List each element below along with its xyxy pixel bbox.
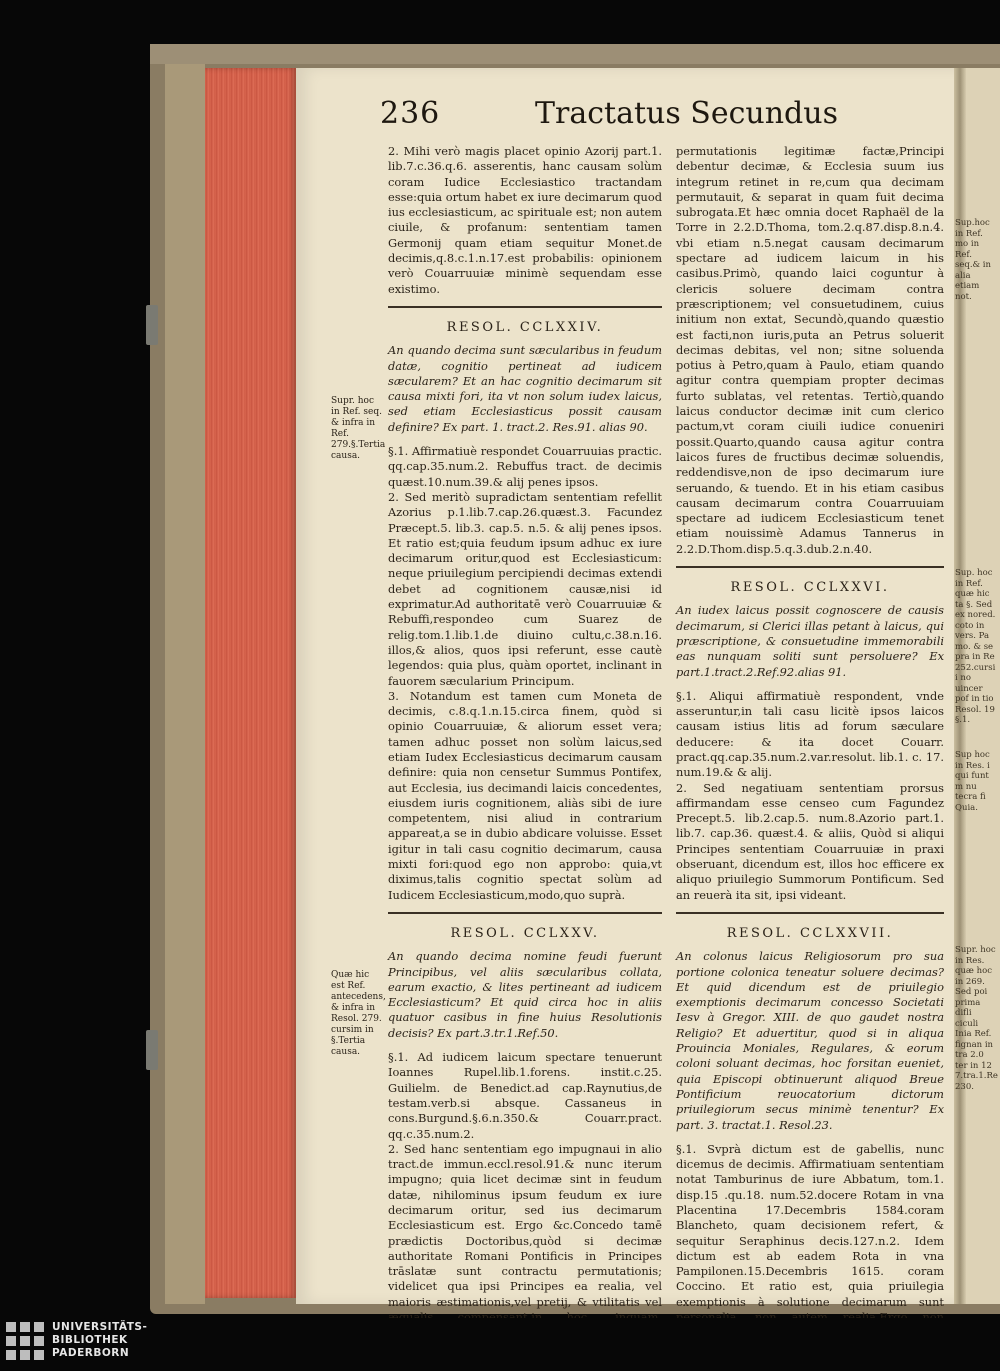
right-intro-paragraph: permutationis legitimæ factæ,Principi debentur decimæ, & Ecclesia suum ius integrum retinet in re,cum qua decimam permutauit, & separat in quam fuit decima subrogata.Et hæc omnia docet Raphaël de la Torre in 2.2.D.Thoma, tom.2.q.87.disp.8.n.4. vbi etiam n.5.negat causam decimarum spectare ad iudicem laicum in his casibus.Primò, quando laici coguntur à clericis soluere decimam contra præscriptionem; vel consuetudinem, cuius initium non extat, Secundò,quando quæstio est facti,non iuris,puta an Petrus soluerit decimas debitas, vel non; sitne soluenda potius à Petro,quam à Paulo, etiam quando agitur contra quempiam propter decimas furto sublatas, vel retentas. Tertiò,quando laicus conductor decimæ init cum clerico pactum,vt coram ciuili iudice conueniri possit.Quarto,quando causa agitur contra laicos fures de fructibus decimæ soluendis, reddendisve,non de ipso decimarum iure seruando, & tuendo. Et in his etiam casibus causam decimarum contra Couarruuiam spectare ad iudicem Ecclesiasticum tenet etiam nouissimè Adamus Tannerus in 2.2.D.Thom.disp.5.q.3.dub.2.n.40. (676, 144, 944, 556)
resol-277-title: RESOL. CCLXXVII. (726, 925, 894, 941)
margin-note: Quæ hic est Ref. antecedens, & infra in Resol. 279. cursim in §.Tertia causa. (331, 970, 386, 1057)
resol-276-title: RESOL. CCLXXVI. (730, 580, 890, 596)
logo-square (6, 1322, 16, 1332)
section-rule (676, 566, 944, 568)
margin-note: Sup.hoc in Ref. mo in Ref. seq.& in alia etiam not. (955, 218, 991, 302)
logo-square (34, 1336, 44, 1346)
resol-275-title: RESOL. CCLXXV. (450, 925, 600, 941)
logo-square (20, 1322, 30, 1332)
logo-square (6, 1350, 16, 1360)
resol-274-para-1: §.1. Affirmatiuè respondet Couarruuias practic. qq.cap.35.num.2. Rebuffus tract. de decimis quæst.10.num.39.& alij penes ipsos. (388, 444, 662, 489)
logo-square (20, 1350, 30, 1360)
resol-277-para-1: §.1. Svprà dictum est de gabellis, nunc dicemus de decimis. Affirmatiuam sententiam notat Tamburinus de iure Abbatum, tom.1. disp.15 .qu.18. num.52.docere Rotam in vna Placentina 17.Decembris 1584.coram Blancheto, quam decisionem refert, & sequitur Seraphinus decis.127.n.2. Idem dictum est ab eadem Rota in vna Pampilonen.15.Decembris 1615. coram Coccino. Et ratio est, quia priuilegia exemptionis à solutione decimarum sunt (676, 1141, 944, 1309)
logo-square (6, 1336, 16, 1346)
margin-note: Sup. hoc in Ref. quæ hic ta §. Sed ex nored. coto in vers. Pa mo. & se pra in Re 252.cursi i no uincer pof in tio Resol. 19 §.1. (955, 568, 996, 725)
logo-square (34, 1322, 44, 1332)
clasp-bottom (146, 1030, 158, 1070)
page-number: 236 (380, 96, 441, 131)
resol-274-title: RESOL. CCLXXIV. (446, 319, 604, 335)
cover-top-edge (150, 44, 1000, 64)
section-rule (676, 912, 944, 914)
footer-bar (0, 1318, 1000, 1370)
book-spine (165, 64, 205, 1304)
resol-275-question: An quando decima nomine feudi fuerunt Principibus, vel aliis sæcularibus collata, earum exactio, & lites pertineant ad iudicem Ecclesiasticum? Et quid circa hoc in aliis quatuor casibus in fine huius Resolutionis decisis? Ex part.3.tr.1.Ref.50. (388, 949, 662, 1040)
left-intro-paragraph: 2. Mihi verò magis placet opinio Azorij part.1. lib.7.c.36.q.6. asserentis, hanc causam solùm coram Iudice Ecclesiastico tractandam esse:quia ortum habet ex iure decimarum quod ius ecclesiasticum, ac spirituale est; non autem ciuile, & profanum: sententiam tamen Germonij quam etiam sequitur Monet.de decimis,q.8.c.1.n.17.est probabilis: opinionem verò Couarruuiæ minimè sequendam esse existimo. (388, 144, 662, 296)
margin-note: Sup hoc in Res. i qui funt m nu tecra fi Quia. (955, 750, 990, 813)
left-column (388, 144, 662, 1356)
logo-text-line-2: BIBLIOTHEK (52, 1334, 128, 1346)
resol-274-para-3: 3. Notandum est tamen cum Moneta de decimis, c.8.q.1.n.15.circa finem, quòd si opinio Couarruuiæ, & aliorum esset vera; tamen adhuc posset non solùm laicus,sed etiam Iudex Ecclesiasticus decimarum causam definire: quia non censetur Summus Pontifex, aut Ecclesia, ius decimandi laicis concedentes, eiusdem iuris cognitionem, aliàs sibi de iure competentem, nisi aliud in contrarium appareat,a se in dubio abdicare voluisse. Esset igitur in tali casu cognitio decimarum, causa mixti fori:quod ego non approbo: quia,vt diximus,talis cognitio spectat solùm ad Iudicem Ecclesiasticum,modo,quo suprà. (388, 688, 662, 902)
logo-square (20, 1336, 30, 1346)
resol-275-para-1: §.1. Ad iudicem laicum spectare tenuerunt Ioannes Rupel.lib.1.forens. instit.c.25. Guilielm. de Benedict.ad cap.Raynutius,de testam.verb.si absque. Cassaneus in cons.Burgund.§.6.n.350.& Couarr.pract. qq.c.35.num.2. (388, 1050, 662, 1141)
section-rule (388, 306, 662, 308)
margin-note: Supr. hoc in Res. quæ hoc in 269. Sed poi prima difli ciculi Inia Ref. fignan in tra 2.0 ter in 12 7.tra.1.Re 230. (955, 945, 998, 1092)
logo-text-line-1: UNIVERSITÄTS- (52, 1321, 148, 1333)
margin-note: Supr. hoc in Ref. seq. & infra in Ref. 279.§.Tertia causa. (331, 396, 386, 461)
logo-text-line-3: PADERBORN (52, 1347, 130, 1359)
resol-276-para-1: §.1. Aliqui affirmatiuè respondent, vnde asseruntur,in tali casu licitè ipsos laicos causam istius litis ad forum sæculare deducere: & ita docet Couarr. pract.qq.cap.35.num.2.var.resolut. lib.1. c. 17. num.19.& & alij. (676, 688, 944, 780)
resol-274-question: An quando decima sunt sæcularibus in feudum datæ, cognitio pertineat ad iudicem sæcularem? Et an hac cognitio decimarum sit causa mixti fori, ita vt non solum iudex laicus, sed etiam Ecclesiasticus possit causam definire? Ex part. 1. tract.2. Res.91. alias 90. (388, 343, 662, 434)
logo-square (34, 1350, 44, 1360)
section-rule (388, 912, 662, 914)
resol-276-question: An iudex laicus possit cognoscere de causis decimarum, si Clerici illas petant à laicus, qui præscriptione, & consuetudine immemorabili eas nunquam soliti sunt persoluere? Ex part.1.tract.2.Ref.92.alias 91. (676, 603, 944, 679)
resol-274-para-2: 2. Sed meritò supradictam sententiam refellit Azorius p.1.lib.7.cap.26.quæst.3. Facundez Præcept.5. lib.3. cap.5. n.5. & alij penes ipsos. Et ratio est;quia feudum ipsum adhuc ex iure decimarum oritur,quod est Ecclesiasticum: neque priuilegium percipiendi decimas extendi debet ad cognitionem causæ,nisi id exprimatur.Ad authoritatē verò Couarruuiæ & Rebuffi,respondeo cum Suarez de relig.tom.1.lib.1.de diuino cultu,c.38.n.16. illos,& alios, quos ipsi referunt, esse cautè legendos: quia plus, quàm oportet, inclinant in fauorem sæcularium Principum. (388, 489, 662, 688)
resol-275-para-2: 2. Sed hanc sententiam ego impugnaui in alio tract.de immun.eccl.resol.91.& nunc iterum impugno; quia licet decimæ sint in feudum datæ, nihilominus ipsum feudum ex iure decimarum oritur, sed ius decimarum Ecclesiasticum est. Ergo &c.Concedo tamē prædictis Doctoribus,quòd si decimæ authoritate Romani Pontificis in Principes trāslatæ sunt contractu permutationis; videlicet qua ipsi Principes ea realia, vel maioris æstimationis,vel pretij, & vtilitatis vel (388, 1141, 662, 1309)
right-column (676, 144, 944, 1371)
running-head: Tractatus Secundus (535, 96, 838, 131)
resol-276-para-2: 2. Sed negatiuam sententiam prorsus affirmandam esse censeo cum Fagundez Precept.5. lib.2.cap.5. num.8.Azorio part.1. lib.7. cap.36. quæst.4. & aliis, Quòd si aliqui Principes sententiam Couarruuiæ in praxi obseruant, dicendum est, illos hoc efficere ex aliquo priuilegio Summorum Pontificum. Sed an reuerà ita sit, ipsi videant. (676, 780, 944, 902)
red-page-edges (205, 68, 297, 1298)
clasp-top (146, 305, 158, 345)
resol-277-question: An colonus laicus Religiosorum pro sua portione colonica teneatur soluere decimas? Et quid dicendum est de priuilegio exemptionis decimarum concesso Societati Iesv à Gregor. XIII. de quo gaudet nostra Religio? Et aduertitur, quod si in aliqua Prouincia Moniales, Regulares, & eorum coloni soluant decimas, hoc forsitan eueniet, quia Episcopi obtinuerunt aliquod Breue Pontificium reuocatorium dictorum priuilegiorum secus minimè tenentur? Ex part. 3. tractat.1. Resol.23. (676, 949, 944, 1132)
